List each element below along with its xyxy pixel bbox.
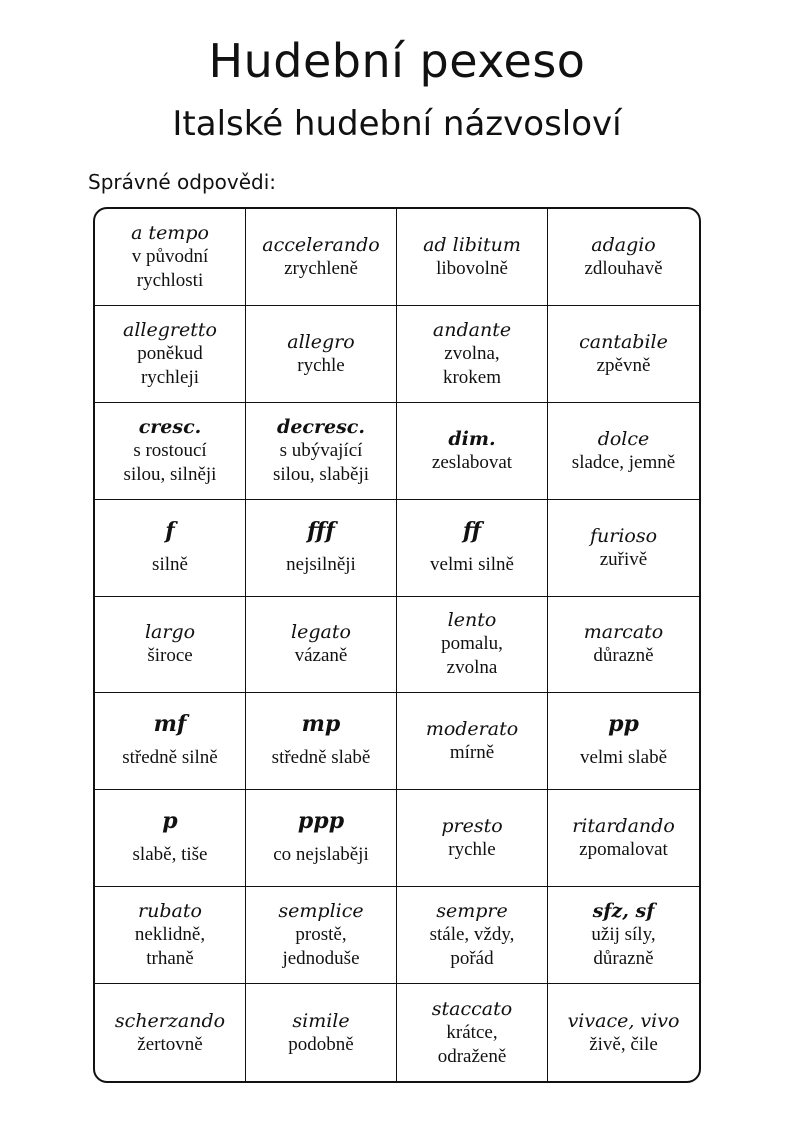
card-meaning: nejsilněji xyxy=(286,553,356,575)
card-term: allegretto xyxy=(123,318,217,341)
card-meaning: mírně xyxy=(449,742,495,764)
card-term: p xyxy=(162,808,178,835)
card-meaning: široce xyxy=(147,645,193,667)
card-term: vivace, vivo xyxy=(567,1009,680,1032)
card-cell xyxy=(95,500,246,597)
card-meaning: prostě, jednoduše xyxy=(282,924,360,970)
card-meaning: s ubývající silou, slaběji xyxy=(272,439,370,485)
card-meaning: silně xyxy=(152,553,188,575)
card-term: presto xyxy=(441,815,503,838)
page-subtitle: Italské hudební názvosloví xyxy=(172,104,622,144)
card-term: staccato xyxy=(431,997,513,1020)
card-meaning: rychle xyxy=(448,839,496,861)
card-term: adagio xyxy=(591,233,656,256)
card-term: marcato xyxy=(583,621,664,644)
card-cell xyxy=(246,306,397,403)
card-meaning: velmi slabě xyxy=(579,747,668,769)
card-cell xyxy=(246,209,397,306)
card-cell xyxy=(548,209,699,306)
answers-grid xyxy=(93,207,701,1083)
card-term: ff xyxy=(462,517,482,544)
card-term: largo xyxy=(144,621,196,644)
card-cell xyxy=(397,500,548,597)
card-meaning: zvolna, krokem xyxy=(442,342,502,388)
card-meaning: důrazně xyxy=(593,645,654,667)
card-term: accelerando xyxy=(262,233,380,256)
card-cell xyxy=(548,597,699,694)
card-term: andante xyxy=(432,318,512,341)
card-cell xyxy=(246,790,397,887)
card-cell xyxy=(246,693,397,790)
card-cell xyxy=(246,984,397,1081)
card-cell xyxy=(397,306,548,403)
card-term: furioso xyxy=(589,524,658,547)
card-term: simile xyxy=(292,1009,350,1032)
card-cell xyxy=(95,209,246,306)
card-cell xyxy=(95,306,246,403)
card-term: a tempo xyxy=(131,221,209,244)
card-cell xyxy=(95,790,246,887)
card-meaning: v původní rychlosti xyxy=(131,245,209,291)
card-meaning: neklidně, trhaně xyxy=(134,924,206,970)
card-cell xyxy=(548,887,699,984)
card-meaning: sladce, jemně xyxy=(571,451,676,473)
card-cell xyxy=(548,790,699,887)
answers-label: Správné odpovědi: xyxy=(88,170,277,194)
card-term: legato xyxy=(291,621,351,644)
page-title: Hudební pexeso xyxy=(208,34,586,88)
card-term: decresc. xyxy=(277,415,365,438)
card-meaning: zrychleně xyxy=(284,257,358,279)
card-cell xyxy=(95,984,246,1081)
card-term: sempre xyxy=(436,900,508,923)
card-cell xyxy=(95,693,246,790)
card-cell xyxy=(95,887,246,984)
card-cell xyxy=(548,403,699,500)
card-cell xyxy=(246,500,397,597)
card-meaning: vázaně xyxy=(294,645,348,667)
card-term: mp xyxy=(301,711,341,738)
card-cell xyxy=(95,597,246,694)
card-meaning: co nejslaběji xyxy=(273,844,369,866)
card-meaning: středně silně xyxy=(122,747,218,769)
card-term: allegro xyxy=(287,330,355,353)
card-meaning: užij síly, důrazně xyxy=(591,924,656,970)
card-cell xyxy=(397,984,548,1081)
card-meaning: velmi silně xyxy=(430,553,514,575)
card-term: sfz, sf xyxy=(592,900,655,923)
card-cell xyxy=(548,693,699,790)
card-meaning: zpomalovat xyxy=(579,839,668,861)
card-cell xyxy=(95,403,246,500)
card-meaning: zeslabovat xyxy=(431,451,513,473)
card-cell xyxy=(246,597,397,694)
card-term: semplice xyxy=(278,900,364,923)
card-meaning: žertovně xyxy=(137,1033,203,1055)
card-term: scherzando xyxy=(114,1009,226,1032)
card-term: dolce xyxy=(597,427,650,450)
card-cell xyxy=(246,403,397,500)
card-term: mf xyxy=(153,711,187,738)
card-meaning: s rostoucí silou, silněji xyxy=(123,439,217,485)
card-term: fff xyxy=(307,517,335,544)
card-meaning: stále, vždy, pořád xyxy=(429,924,515,970)
card-term: cresc. xyxy=(138,415,202,438)
card-cell xyxy=(397,403,548,500)
card-meaning: živě, čile xyxy=(589,1033,658,1055)
card-term: rubato xyxy=(138,900,202,923)
card-cell xyxy=(246,887,397,984)
card-term: f xyxy=(165,517,175,544)
card-term: ad libitum xyxy=(423,233,521,256)
card-cell xyxy=(548,984,699,1081)
card-meaning: slabě, tiše xyxy=(132,844,208,866)
card-meaning: středně slabě xyxy=(271,747,371,769)
card-meaning: krátce, odraženě xyxy=(437,1021,507,1067)
card-cell xyxy=(397,693,548,790)
card-meaning: zuřivě xyxy=(599,548,648,570)
card-meaning: zpěvně xyxy=(596,354,651,376)
card-meaning: zdlouhavě xyxy=(584,257,663,279)
card-meaning: rychle xyxy=(297,354,345,376)
card-term: lento xyxy=(447,609,497,632)
card-cell xyxy=(397,209,548,306)
card-cell xyxy=(397,887,548,984)
card-cell xyxy=(397,790,548,887)
card-term: moderato xyxy=(425,718,519,741)
card-term: cantabile xyxy=(579,330,668,353)
card-meaning: poněkud rychleji xyxy=(137,342,203,388)
card-term: ppp xyxy=(297,808,345,835)
card-cell xyxy=(397,597,548,694)
card-term: dim. xyxy=(448,427,496,450)
card-meaning: libovolně xyxy=(436,257,508,279)
card-term: pp xyxy=(608,711,639,738)
card-cell xyxy=(548,500,699,597)
card-term: ritardando xyxy=(572,815,675,838)
card-meaning: podobně xyxy=(288,1033,354,1055)
card-cell xyxy=(548,306,699,403)
card-meaning: pomalu, zvolna xyxy=(441,633,503,679)
